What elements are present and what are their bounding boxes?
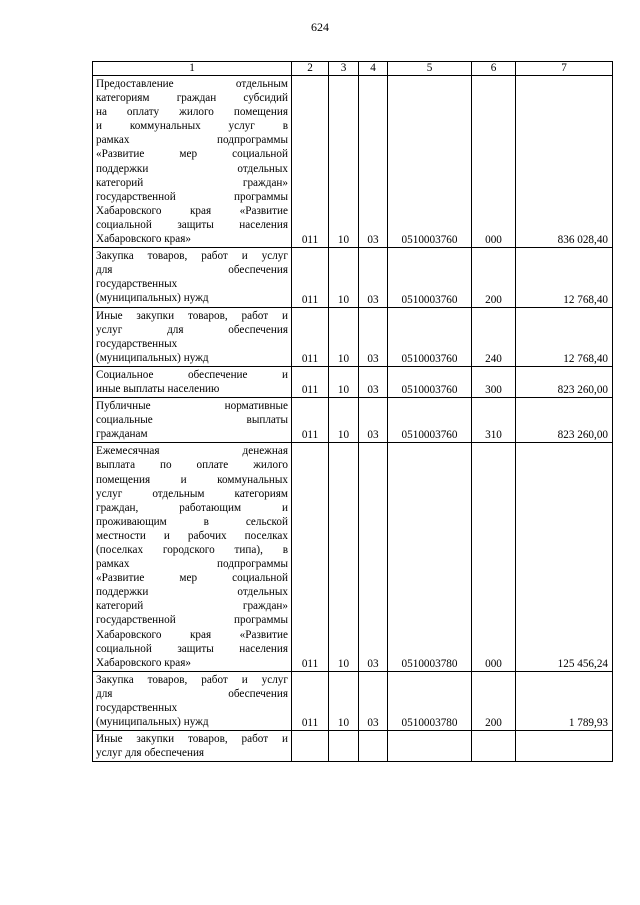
- description-line: рамках подпрограммы: [96, 558, 288, 571]
- cell-target-article: 0510003760: [388, 248, 472, 307]
- description-line: поддержки отдельных: [96, 586, 288, 599]
- description-line: рамках подпрограммы: [96, 134, 288, 147]
- column-header: 1: [93, 62, 292, 76]
- description-line: Хабаровского края»: [96, 656, 191, 669]
- cell-description: [93, 307, 292, 366]
- description-line: Ежемесячная денежная: [96, 445, 288, 458]
- cell-amount: 823 260,00: [516, 398, 613, 443]
- table-row: [93, 76, 613, 248]
- cell-section: 10: [329, 76, 359, 248]
- description-line: выплата по оплате жилого: [96, 459, 288, 472]
- description-line: государственной программы: [96, 614, 288, 627]
- budget-table: [92, 61, 613, 762]
- cell-section: 10: [329, 366, 359, 397]
- column-header: 3: [329, 62, 359, 76]
- description-line: государственных: [96, 278, 178, 291]
- table-row: [93, 731, 613, 762]
- table-row: [93, 398, 613, 443]
- cell-target-article: 0510003760: [388, 398, 472, 443]
- description-line: поддержки отдельных: [96, 162, 288, 175]
- column-header: 4: [359, 62, 388, 76]
- table-row: [93, 248, 613, 307]
- cell-expense-type: 000: [472, 76, 516, 248]
- cell-ministry-code: 011: [292, 366, 329, 397]
- cell-target-article: 0510003760: [388, 76, 472, 248]
- description-line: «Развитие мер социальной: [96, 572, 288, 585]
- cell-expense-type: 240: [472, 307, 516, 366]
- cell-expense-type: 200: [472, 671, 516, 730]
- cell-description: [93, 671, 292, 730]
- description-line: категорий граждан»: [96, 176, 288, 189]
- description-line: государственных: [96, 337, 178, 350]
- description-line: (поселках городского типа), в: [96, 544, 288, 556]
- cell-ministry-code: 011: [292, 248, 329, 307]
- table-row: [93, 307, 613, 366]
- cell-expense-type: 200: [472, 248, 516, 307]
- cell-section: 10: [329, 248, 359, 307]
- cell-description: [93, 443, 292, 672]
- cell-subsection: 03: [359, 307, 388, 366]
- column-header: 5: [388, 62, 472, 76]
- cell-target-article: 0510003780: [388, 443, 472, 672]
- cell-subsection: 03: [359, 398, 388, 443]
- cell-ministry-code: 011: [292, 671, 329, 730]
- description-line: категорий граждан»: [96, 600, 288, 613]
- cell-ministry-code: 011: [292, 443, 329, 672]
- description-line: (муниципальных) нужд: [96, 292, 209, 305]
- cell-target-article: 0510003760: [388, 366, 472, 397]
- cell-expense-type: 310: [472, 398, 516, 443]
- description-line: Публичные нормативные: [96, 400, 288, 413]
- cell-amount: 1 789,93: [516, 671, 613, 730]
- description-line: услуг для обеспечения: [96, 323, 288, 336]
- table-row: [93, 443, 613, 672]
- cell-subsection: [359, 731, 388, 762]
- description-line: Хабаровского края»: [96, 233, 191, 246]
- column-header: 7: [516, 62, 613, 76]
- cell-description: [93, 366, 292, 397]
- description-line: государственных: [96, 702, 178, 715]
- description-line: для обеспечения: [96, 264, 288, 277]
- table-header-row: [93, 62, 613, 76]
- cell-expense-type: [472, 731, 516, 762]
- page-number: 624: [311, 20, 329, 34]
- description-line: услуг для обеспечения: [96, 747, 205, 760]
- description-line: помещения и коммунальных: [96, 473, 288, 486]
- cell-ministry-code: 011: [292, 398, 329, 443]
- cell-target-article: 0510003780: [388, 671, 472, 730]
- description-line: Предоставление отдельным: [96, 78, 288, 90]
- description-line: социальной защиты населения: [96, 218, 288, 231]
- column-header: 6: [472, 62, 516, 76]
- description-line: гражданам: [96, 428, 148, 441]
- cell-subsection: 03: [359, 248, 388, 307]
- description-line: социальной защиты населения: [96, 642, 288, 655]
- cell-ministry-code: 011: [292, 76, 329, 248]
- cell-expense-type: 300: [472, 366, 516, 397]
- cell-subsection: 03: [359, 76, 388, 248]
- cell-target-article: 0510003760: [388, 307, 472, 366]
- description-line: для обеспечения: [96, 687, 288, 700]
- description-line: Хабаровского края «Развитие: [96, 204, 288, 217]
- description-line: услуг отдельным категориям: [96, 487, 288, 500]
- description-line: социальные выплаты: [96, 414, 288, 427]
- cell-section: [329, 731, 359, 762]
- description-line: (муниципальных) нужд: [96, 716, 209, 729]
- cell-amount: 125 456,24: [516, 443, 613, 672]
- table-row: [93, 671, 613, 730]
- description-line: Социальное обеспечение и: [96, 368, 288, 381]
- cell-expense-type: 000: [472, 443, 516, 672]
- description-line: Закупка товаров, работ и услуг: [96, 250, 288, 263]
- cell-section: 10: [329, 443, 359, 672]
- description-line: местности и рабочих поселках: [96, 529, 288, 542]
- cell-section: 10: [329, 307, 359, 366]
- cell-amount: 823 260,00: [516, 366, 613, 397]
- cell-description: [93, 76, 292, 248]
- description-line: на оплату жилого помещения: [96, 106, 288, 119]
- cell-section: 10: [329, 398, 359, 443]
- description-line: Хабаровского края «Развитие: [96, 628, 288, 641]
- cell-description: [93, 248, 292, 307]
- description-line: «Развитие мер социальной: [96, 148, 288, 161]
- table-row: [93, 366, 613, 397]
- description-line: категориям граждан субсидий: [96, 92, 288, 105]
- cell-description: [93, 731, 292, 762]
- cell-section: 10: [329, 671, 359, 730]
- cell-amount: 12 768,40: [516, 248, 613, 307]
- cell-target-article: [388, 731, 472, 762]
- cell-amount: 836 028,40: [516, 76, 613, 248]
- cell-ministry-code: 011: [292, 307, 329, 366]
- cell-subsection: 03: [359, 366, 388, 397]
- cell-ministry-code: [292, 731, 329, 762]
- description-line: государственной программы: [96, 190, 288, 203]
- cell-amount: 12 768,40: [516, 307, 613, 366]
- description-line: (муниципальных) нужд: [96, 351, 209, 364]
- cell-subsection: 03: [359, 671, 388, 730]
- cell-amount: [516, 731, 613, 762]
- description-line: проживающим в сельской: [96, 515, 288, 528]
- description-line: и коммунальных услуг в: [96, 120, 288, 133]
- cell-description: [93, 398, 292, 443]
- description-line: Иные закупки товаров, работ и: [96, 309, 288, 322]
- cell-subsection: 03: [359, 443, 388, 672]
- description-line: Закупка товаров, работ и услуг: [96, 673, 288, 686]
- column-header: 2: [292, 62, 329, 76]
- description-line: граждан, работающим и: [96, 501, 288, 514]
- description-line: иные выплаты населению: [96, 382, 220, 395]
- description-line: Иные закупки товаров, работ и: [96, 733, 288, 746]
